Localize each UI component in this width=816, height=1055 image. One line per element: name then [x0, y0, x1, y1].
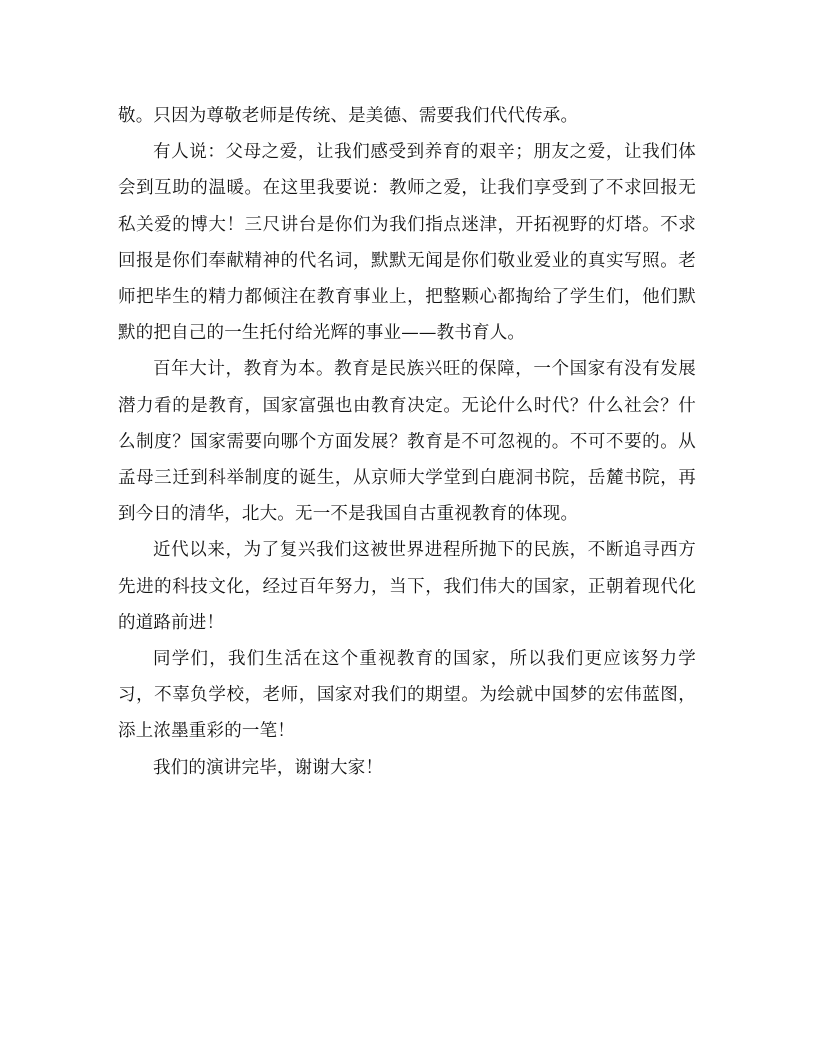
paragraph-modern-era: 近代以来，为了复兴我们这被世界进程所抛下的民族，不断追寻西方先进的科技文化，经过百年努力，当下，我们伟大的国家，正朝着现代化的道路前进！ [118, 540, 696, 633]
paragraph-call-to-students: 同学们，我们生活在这个重视教育的国家，所以我们更应该努力学习，不辜负学校，老师，国家对我们的期望。为绘就中国梦的宏伟蓝图，添上浓墨重彩的一笔！ [118, 649, 696, 742]
document-body [118, 98, 696, 786]
paragraph-continuation: 敬。只因为尊敬老师是传统、是美德、需要我们代代传承。 [118, 106, 579, 126]
paragraph-education-foundation: 百年大计，教育为本。教育是民族兴旺的保障，一个国家有没有发展潜力看的是教育，国家富强也由教育决定。无论什么时代？什么社会？什么制度？国家需要向哪个方面发展？教育是不可忽视的。不可不要的。从孟母三迁到科举制度的诞生，从京师大学堂到白鹿洞书院，岳麓书院，再到今日的清华，北大。无一不是我国自古重视教育的体现。 [118, 359, 696, 525]
paragraph-closing: 我们的演讲完毕，谢谢大家！ [153, 757, 384, 778]
paragraph-love-of-teachers: 有人说：父母之爱，让我们感受到养育的艰辛；朋友之爱，让我们体会到互助的温暖。在这里我要说：教师之爱，让我们享受到了不求回报无私关爱的博大！三尺讲台是你们为我们指点迷津，开拓视野的灯塔。不求回报是你们奉献精神的代名词，默默无闻是你们敬业爱业的真实写照。老师把毕生的精力都倾注在教育事业上，把整颗心都掏给了学生们，他们默默的把自己的一生托付给光辉的事业——教书育人。 [118, 142, 696, 344]
